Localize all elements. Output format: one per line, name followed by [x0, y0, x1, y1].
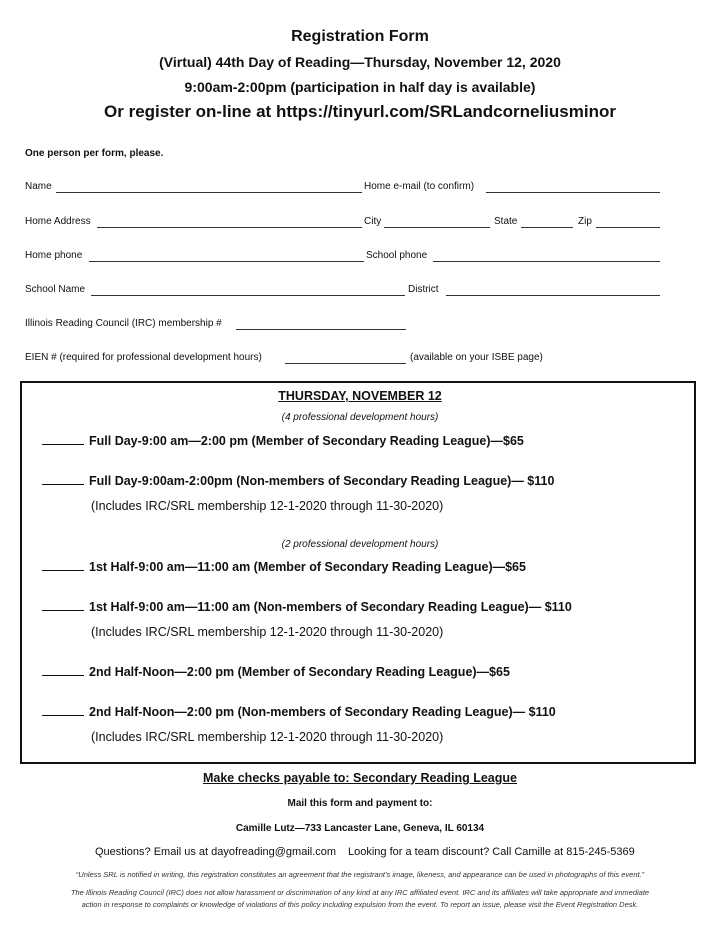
zip-label: Zip	[578, 216, 592, 227]
option-blank[interactable]	[42, 434, 84, 445]
address-field[interactable]	[97, 227, 362, 228]
option-blank[interactable]	[42, 474, 84, 485]
mail-address: Camille Lutz—733 Lancaster Lane, Geneva, IL 60134	[235, 823, 485, 834]
name-field[interactable]	[56, 192, 362, 193]
hours-4: (4 professional development hours)	[281, 412, 439, 423]
event-subtitle: (Virtual) 44th Day of Reading—Thursday, November 12, 2020	[159, 54, 561, 70]
box-heading: THURSDAY, NOVEMBER 12	[278, 389, 442, 403]
irc-field[interactable]	[236, 329, 406, 330]
membership-note: (Includes IRC/SRL membership 12-1-2020 through 11-30-2020)	[91, 499, 444, 513]
option-first-nonmember[interactable]	[42, 600, 572, 614]
option-full-member[interactable]	[42, 434, 524, 448]
school-name-label: School Name	[25, 284, 86, 295]
option-second-member[interactable]	[42, 665, 510, 679]
irc-label: Illinois Reading Council (IRC) membership #	[25, 318, 222, 329]
team-discount: Looking for a team discount? Call Camille at 815-245-5369	[348, 846, 635, 858]
hours-2: (2 professional development hours)	[281, 539, 439, 550]
address-label: Home Address	[25, 216, 91, 227]
option-label: 2nd Half-Noon—2:00 pm (Non-members of Secondary Reading League)— $110	[89, 705, 556, 719]
eien-label: EIEN # (required for professional development hours)	[25, 352, 262, 363]
district-label: District	[408, 284, 439, 295]
district-field[interactable]	[446, 295, 660, 296]
event-time: 9:00am-2:00pm (participation in half day is available)	[184, 79, 536, 95]
membership-note: (Includes IRC/SRL membership 12-1-2020 through 11-30-2020)	[91, 625, 444, 639]
form-title: Registration Form	[291, 28, 429, 45]
online-registration: Or register on-line at https://tinyurl.com/SRLandcorneliusminor	[104, 102, 616, 121]
school-phone-label: School phone	[366, 250, 428, 261]
state-field[interactable]	[521, 227, 573, 228]
school-phone-field[interactable]	[433, 261, 660, 262]
option-blank[interactable]	[42, 705, 84, 716]
school-name-field[interactable]	[91, 295, 405, 296]
email-field[interactable]	[486, 192, 660, 193]
form-note: One person per form, please.	[25, 148, 164, 159]
option-first-member[interactable]	[42, 560, 526, 574]
email-label: Home e-mail (to confirm)	[364, 181, 475, 192]
option-label: 2nd Half-Noon—2:00 pm (Member of Secondary Reading League)—$65	[89, 665, 510, 679]
harassment-policy-line2: action in response to complaints or knowledge of violations of this policy including expulsion from the event. To report an issue, please visit the Event Registration Desk.	[81, 900, 639, 909]
option-label: 1st Half-9:00 am—11:00 am (Member of Secondary Reading League)—$65	[89, 560, 526, 574]
harassment-policy-line1: The Illinois Reading Council (IRC) does not allow harassment or discrimination of any kind at any IRC affiliated event. IRC and its affiliates will take appropriate and immediate	[70, 888, 650, 897]
state-label: State	[494, 216, 518, 227]
zip-field[interactable]	[596, 227, 660, 228]
city-label: City	[364, 216, 382, 227]
photo-disclaimer: “Unless SRL is notified in writing, this registration constitutes an agreement that the registrant’s image, likeness, and appearance can be used in photographs of this event.”	[75, 870, 645, 879]
home-phone-label: Home phone	[25, 250, 83, 261]
option-blank[interactable]	[42, 600, 84, 611]
option-label: 1st Half-9:00 am—11:00 am (Non-members of Secondary Reading League)— $110	[89, 600, 572, 614]
name-label: Name	[25, 181, 52, 192]
membership-note: (Includes IRC/SRL membership 12-1-2020 through 11-30-2020)	[91, 730, 444, 744]
option-label: Full Day-9:00 am—2:00 pm (Member of Secondary Reading League)—$65	[89, 434, 524, 448]
questions-contact: Questions? Email us at dayofreading@gmail.com	[95, 846, 337, 858]
option-blank[interactable]	[42, 665, 84, 676]
eien-field[interactable]	[285, 363, 406, 364]
option-label: Full Day-9:00am-2:00pm (Non-members of Secondary Reading League)— $110	[89, 474, 555, 488]
option-blank[interactable]	[42, 560, 84, 571]
home-phone-field[interactable]	[89, 261, 364, 262]
option-full-nonmember[interactable]	[42, 474, 554, 488]
eien-note: (available on your ISBE page)	[410, 352, 543, 363]
mail-instruction: Mail this form and payment to:	[287, 798, 433, 809]
city-field[interactable]	[384, 227, 490, 228]
checks-payable: Make checks payable to: Secondary Reading League	[202, 771, 517, 785]
option-second-nonmember[interactable]	[42, 705, 556, 719]
